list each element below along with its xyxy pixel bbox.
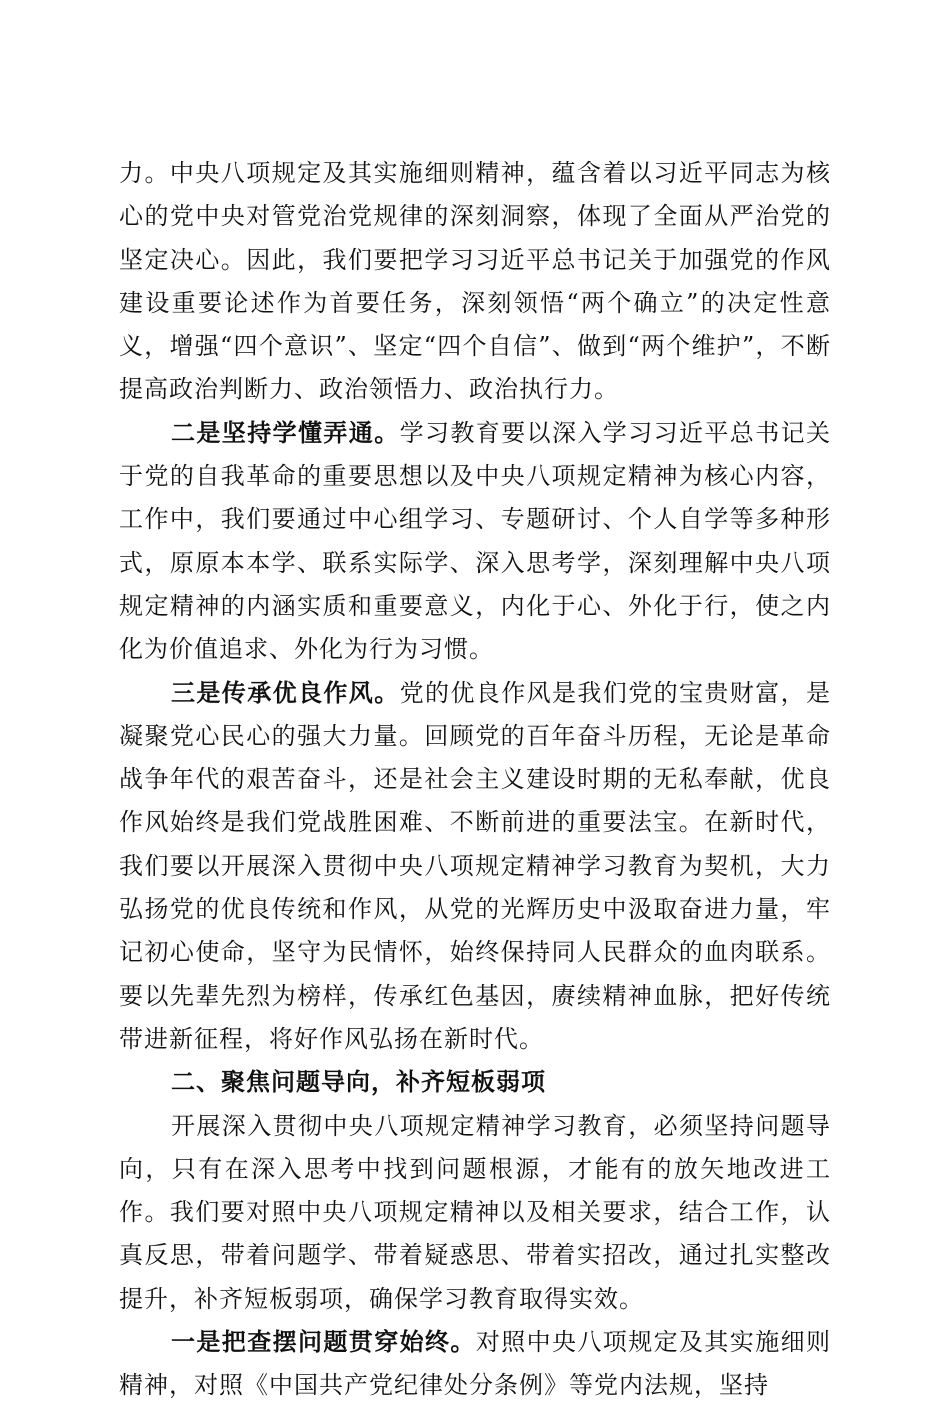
paragraph-text: 开展深入贯彻中央八项规定精神学习教育，必须坚持问题导向，只有在深入思考中找到问题根源，才能有的放矢地改进工作。我们要对照中央八项规定精神以及相关要求，结合工作，认真反思，带着问题学、带着疑惑思、带着实招改，通过扎实整改提升，补齐短板弱项，确保学习教育取得实效。	[119, 1111, 831, 1313]
paragraph-continuation	[119, 152, 831, 412]
paragraph-text: 对照中央八项规定及其实施细则精神，对照《中国共产党纪律处分条例》等党内法规，坚持	[119, 1328, 832, 1400]
paragraph-text: 党的优良作风是我们党的宝贵财富，是凝聚党心民心的强大力量。回顾党的百年奋斗历程，无论是革命战争年代的艰苦奋斗，还是社会主义建设时期的无私奉献，优良作风始终是我们党战胜困难、不断前进的重要法宝。在新时代，我们要以开展深入贯彻中央八项规定精神学习教育为契机，大力弘扬党的优良传统和作风，从党的光辉历史中汲取奋进力量，牢记初心使命，坚守为民情怀，始终保持同人民群众的血肉联系。要以先辈先烈为榜样，传承红色基因，赓续精神血脉，把好传统带进新征程，将好作风弘扬在新时代。	[119, 678, 832, 1053]
paragraph-lead: 三是传承优良作风。	[171, 678, 400, 707]
paragraph-inherit-style	[119, 672, 831, 1062]
document-body	[119, 152, 831, 1408]
paragraph-lead: 一是把查摆问题贯穿始终。	[171, 1328, 476, 1357]
section-heading: 二、聚焦问题导向，补齐短板弱项	[171, 1068, 546, 1097]
paragraph-text: 学习教育要以深入学习习近平总书记关于党的自我革命的重要思想以及中央八项规定精神为核心内容，工作中，我们要通过中心组学习、专题研讨、个人自学等多种形式，原原本本学、联系实际学、深入思考学，深刻理解中央八项规定精神的内涵实质和重要意义，内化于心、外化于行，使之内化为价值追求、外化为行为习惯。	[119, 418, 832, 664]
paragraph-check-problems	[119, 1321, 831, 1408]
paragraph-lead: 二是坚持学懂弄通。	[171, 418, 400, 447]
paragraph-problem-oriented	[119, 1105, 831, 1321]
paragraph-text: 力。中央八项规定及其实施细则精神，蕴含着以习近平同志为核心的党中央对管党治党规律的深刻洞察，体现了全面从严治党的坚定决心。因此，我们要把学习习近平总书记关于加强党的作风建设重要论述作为首要任务，深刻领悟“两个确立”的决定性意义，增强“四个意识”、坚定“四个自信”、做到“两个维护”，不断提高政治判断力、政治领悟力、政治执行力。	[119, 159, 831, 404]
paragraph-study-thoroughly	[119, 412, 831, 672]
